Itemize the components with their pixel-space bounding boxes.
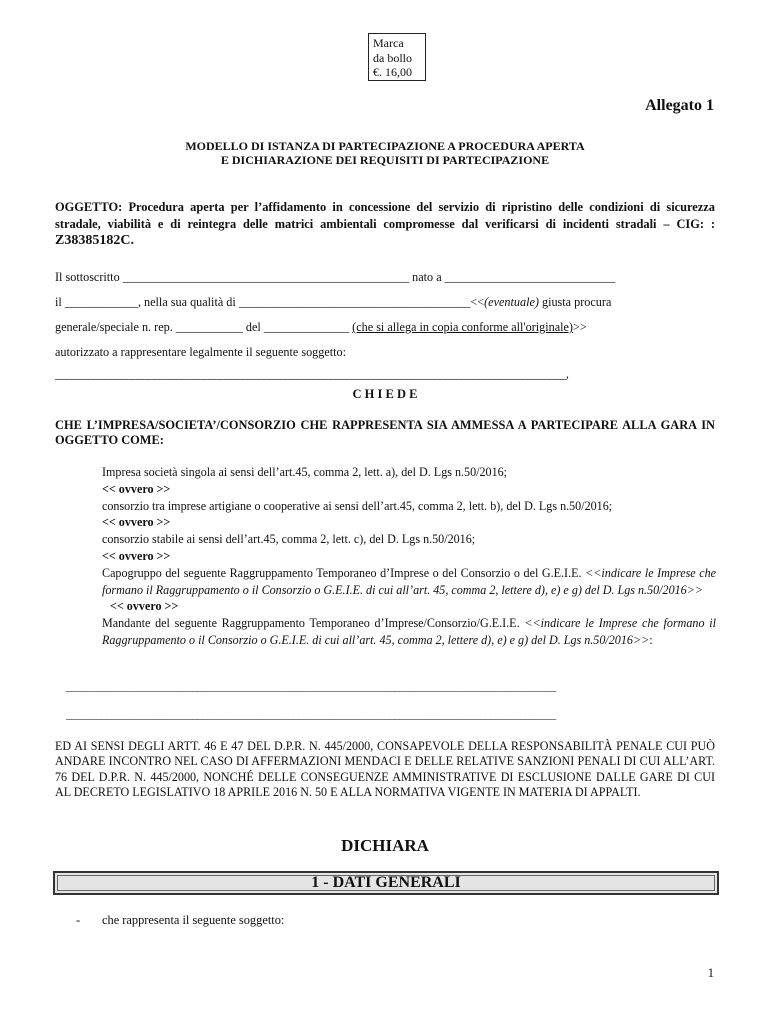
option-impresa-singola: Impresa società singola ai sensi dell’art.45, comma 2, lett. a), del D. Lgs n.50/2016; — [102, 465, 508, 479]
label-eventuale: (eventuale) — [484, 295, 539, 309]
document-title-line-2: E DICHIARAZIONE DEI REQUISITI DI PARTECIPAZIONE — [220, 153, 550, 167]
revenue-stamp-box — [368, 33, 426, 81]
section-dati-generali: 1 - DATI GENERALI — [53, 871, 719, 895]
blank-role-field[interactable]: ______________________________________ — [238, 295, 471, 309]
participation-options — [102, 464, 716, 649]
blank-name-field[interactable]: _______________________________________________ — [122, 270, 410, 284]
label-sottoscritto: Il sottoscritto — [55, 270, 120, 284]
label-del: del — [245, 320, 261, 334]
ovvero-separator: << ovvero >> — [102, 548, 171, 563]
blank-line-2[interactable]: _________________________________________________________________________________________________ — [66, 709, 556, 721]
label-copia-conforme: (che si allega in copia conforme all'originale) — [352, 320, 573, 334]
form-line-sottoscritto — [55, 270, 717, 285]
chiede-heading: C H I E D E — [352, 387, 418, 401]
allegato-label: Allegato 1 — [645, 97, 714, 114]
option-capogruppo — [102, 565, 716, 599]
ovvero-separator: << ovvero >> — [102, 515, 171, 530]
ovvero-separator: << ovvero >> — [102, 481, 171, 496]
option-consorzio-stabile: consorzio stabile ai sensi dell’art.45, comma 2, lett. c), del D. Lgs n.50/2016; — [102, 532, 476, 547]
label-giusta-procura: giusta procura — [541, 295, 612, 309]
stamp-line: €. 16,00 — [373, 65, 412, 79]
bullet-dash: - — [76, 913, 81, 927]
label-il: il — [55, 295, 62, 309]
angle-open: << — [470, 295, 485, 309]
label-qualita: , nella sua qualità di — [137, 295, 236, 309]
capogruppo-instruction: <<indicare le Imprese che formano il Raggruppamento o il Consorzio o G.E.I.E. di cui all’art. 45, comma 2, lettere d), e) e g) del D. Lgs n.50/2016>> — [102, 565, 716, 597]
capogruppo-text: Capogruppo del seguente Raggruppamento Temporaneo d’Imprese o del Consorzio o del G.E.I.E. — [102, 565, 582, 580]
mandante-instruction: <<indicare le Imprese che formano il Raggruppamento o il Consorzio o G.E.I.E. di cui all’art. 45, comma 2, lettere d), e) e g) del D. Lgs n.50/2016>> — [102, 616, 716, 647]
angle-close: >> — [572, 320, 587, 334]
bullet-text: che rappresenta il seguente soggetto: — [102, 913, 285, 927]
mandante-text: Mandante del seguente Raggruppamento Temporaneo d’Imprese/Consorzio/G.E.I.E. — [102, 616, 520, 631]
option-mandante — [102, 615, 716, 649]
ovvero-separator: << ovvero >> — [110, 599, 179, 614]
stamp-line: Marca — [373, 36, 404, 50]
form-line-autorizzato: autorizzato a rappresentare legalmente il seguente soggetto: — [55, 345, 347, 359]
stamp-line: da bollo — [373, 50, 412, 65]
oggetto-paragraph — [55, 199, 715, 250]
blank-line-1[interactable]: _________________________________________________________________________________________________ — [66, 681, 556, 693]
blank-birthplace-field[interactable]: ____________________________ — [444, 270, 616, 284]
blank-date-field[interactable]: ____________ — [64, 295, 138, 309]
blank-rep-field[interactable]: ___________ — [175, 320, 243, 334]
document-title-line-1: MODELLO DI ISTANZA DI PARTECIPAZIONE A PROCEDURA APERTA — [185, 139, 585, 153]
label-generale-speciale: generale/speciale n. rep. — [55, 320, 173, 334]
form-line-qualita — [55, 295, 717, 310]
cig-code: Z38385182C. — [55, 233, 134, 248]
blank-del-field[interactable]: ______________ — [263, 320, 350, 334]
ed-ai-sensi-paragraph: ED AI SENSI DEGLI ARTT. 46 E 47 DEL D.P.R. N. 445/2000, CONSAPEVOLE DELLA RESPONSABILITÀ PENALE CUI PUÒ ANDARE INCONTRO NEL CASO DI AFFERMAZIONI MENDACI E DELLE RELATIVE SANZIONI PENALI DI CUI ALL’ART. 76 DEL D.P.R. N. 445/2000, NONCHÉ DELLE CONSEGUENZE AMMINISTRATIVE DI ESCLUSIONE DALLE GARE DI CUI AL DECRETO LEGISLATIVO 18 APRILE 2016 N. 50 E ALLA NORMATIVA VIGENTE IN MATERIA DI APPALTI. — [55, 739, 715, 799]
mandante-colon: : — [649, 632, 653, 647]
option-consorzio-artigiane: consorzio tra imprese artigiane o cooperative ai sensi dell’art.45, comma 2, lett. b), del D. Lgs n.50/2016; — [102, 498, 613, 513]
blank-subject-field[interactable]: _____________________________________________________________________________________________, — [55, 367, 569, 381]
label-nato-a: nato a — [412, 270, 442, 284]
form-line-procura — [55, 320, 717, 335]
oggetto-text: OGGETTO: Procedura aperta per l’affidamento in concessione del servizio di ripristino delle condizioni di sicurezza stradale, viabilità e di reintegra delle matrici ambientali compromesse dal verificarsi di incidenti stradali – CIG: : — [55, 200, 715, 231]
dichiara-heading: DICHIARA — [341, 836, 429, 855]
che-impresa-paragraph: CHE L’IMPRESA/SOCIETA’/CONSORZIO CHE RAPPRESENTA SIA AMMESSA A PARTECIPARE ALLA GARA IN OGGETTO COME: — [55, 418, 715, 447]
page-number: 1 — [707, 966, 714, 980]
